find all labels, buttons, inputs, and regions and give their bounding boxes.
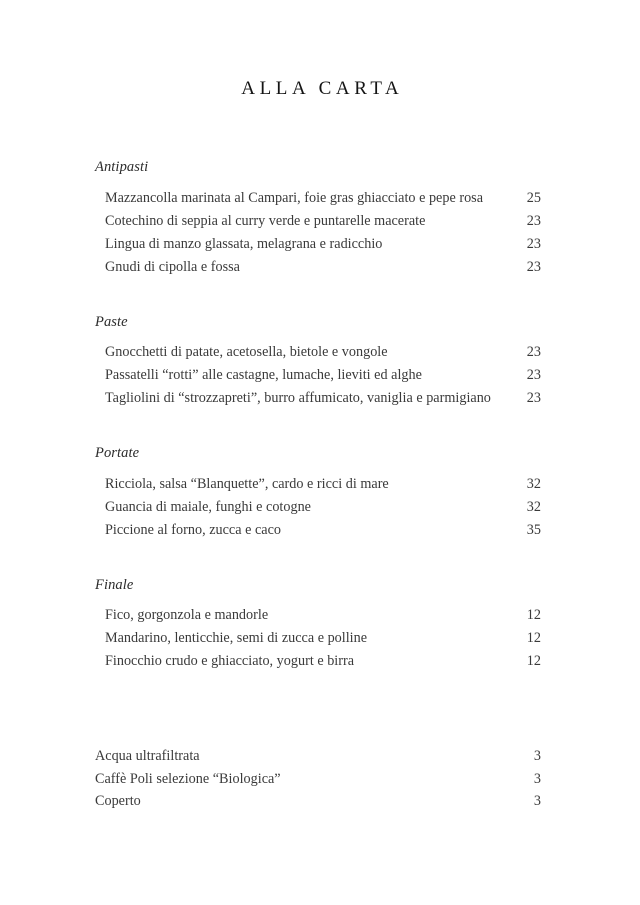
menu-item-name: Gnudi di cipolla e fossa bbox=[105, 258, 240, 275]
menu-item-price: 23 bbox=[526, 367, 541, 383]
menu-item-row bbox=[95, 341, 541, 364]
section-heading: Paste bbox=[95, 313, 128, 330]
menu-content bbox=[0, 160, 640, 813]
extras-row bbox=[95, 768, 541, 791]
menu-item-price: 32 bbox=[526, 498, 541, 515]
menu-item-price: 12 bbox=[526, 607, 541, 623]
menu-item-price: 23 bbox=[526, 344, 541, 360]
extras-name: Coperto bbox=[95, 793, 141, 809]
menu-item-row bbox=[95, 364, 541, 387]
menu-item-row bbox=[95, 187, 541, 210]
menu-item-list bbox=[95, 341, 541, 410]
page-title: ALLA CARTA bbox=[241, 78, 404, 99]
menu-section bbox=[95, 315, 541, 411]
menu-item-price: 32 bbox=[526, 475, 541, 492]
extras-name: Acqua ultrafiltrata bbox=[95, 748, 200, 764]
menu-section bbox=[95, 160, 541, 279]
section-heading: Portate bbox=[95, 445, 140, 461]
menu-item-name: Fico, gorgonzola e mandorle bbox=[105, 607, 269, 623]
menu-item-list bbox=[95, 187, 541, 279]
extras-row bbox=[95, 745, 541, 768]
menu-section bbox=[95, 446, 541, 542]
extras-name: Caffè Poli selezione “Biologica” bbox=[95, 770, 281, 787]
menu-item-price: 23 bbox=[526, 212, 541, 229]
extras-price: 3 bbox=[533, 793, 541, 809]
menu-item-row bbox=[95, 519, 541, 542]
extras-row bbox=[95, 790, 541, 813]
menu-item-name: Mazzancolla marinata al Campari, foie gras ghiacciato e pepe rosa bbox=[105, 189, 484, 206]
section-heading: Finale bbox=[95, 576, 134, 593]
menu-item-row bbox=[95, 256, 541, 279]
menu-item-name: Ricciola, salsa “Blanquette”, cardo e ricci di mare bbox=[105, 475, 389, 492]
menu-item-row bbox=[95, 604, 541, 627]
menu-item-name: Mandarino, lenticchie, semi di zucca e polline bbox=[105, 630, 368, 646]
extras-price: 3 bbox=[533, 748, 541, 764]
menu-item-price: 35 bbox=[526, 521, 541, 538]
section-heading: Antipasti bbox=[95, 159, 149, 175]
extras-list bbox=[95, 745, 541, 813]
menu-item-price: 12 bbox=[526, 653, 541, 669]
menu-item-price: 12 bbox=[526, 630, 541, 646]
extras-price: 3 bbox=[533, 770, 541, 787]
menu-sections bbox=[95, 160, 541, 673]
menu-item-name: Cotechino di seppia al curry verde e puntarelle macerate bbox=[105, 212, 426, 229]
menu-item-name: Finocchio crudo e ghiacciato, yogurt e birra bbox=[105, 653, 355, 669]
menu-item-name: Piccione al forno, zucca e caco bbox=[105, 521, 281, 538]
menu-item-price: 23 bbox=[526, 390, 541, 406]
menu-item-name: Passatelli “rotti” alle castagne, lumache, lieviti ed alghe bbox=[105, 367, 422, 383]
menu-item-list bbox=[95, 473, 541, 542]
menu-item-price: 25 bbox=[526, 189, 541, 206]
menu-item-list bbox=[95, 604, 541, 673]
menu-item-row bbox=[95, 210, 541, 233]
menu-item-row bbox=[95, 627, 541, 650]
menu-item-price: 23 bbox=[526, 235, 541, 252]
menu-item-row bbox=[95, 233, 541, 256]
menu-item-name: Guancia di maiale, funghi e cotogne bbox=[105, 498, 311, 515]
menu-item-name: Gnocchetti di patate, acetosella, bietole e vongole bbox=[105, 344, 388, 360]
menu-item-row bbox=[95, 473, 541, 496]
menu-item-row bbox=[95, 387, 541, 410]
menu-item-row bbox=[95, 650, 541, 673]
menu-item-price: 23 bbox=[526, 258, 541, 275]
menu-item-name: Lingua di manzo glassata, melagrana e radicchio bbox=[105, 235, 383, 252]
menu-item-row bbox=[95, 496, 541, 519]
menu-section bbox=[95, 578, 541, 674]
menu-item-name: Tagliolini di “strozzapreti”, burro affumicato, vaniglia e parmigiano bbox=[105, 390, 491, 406]
